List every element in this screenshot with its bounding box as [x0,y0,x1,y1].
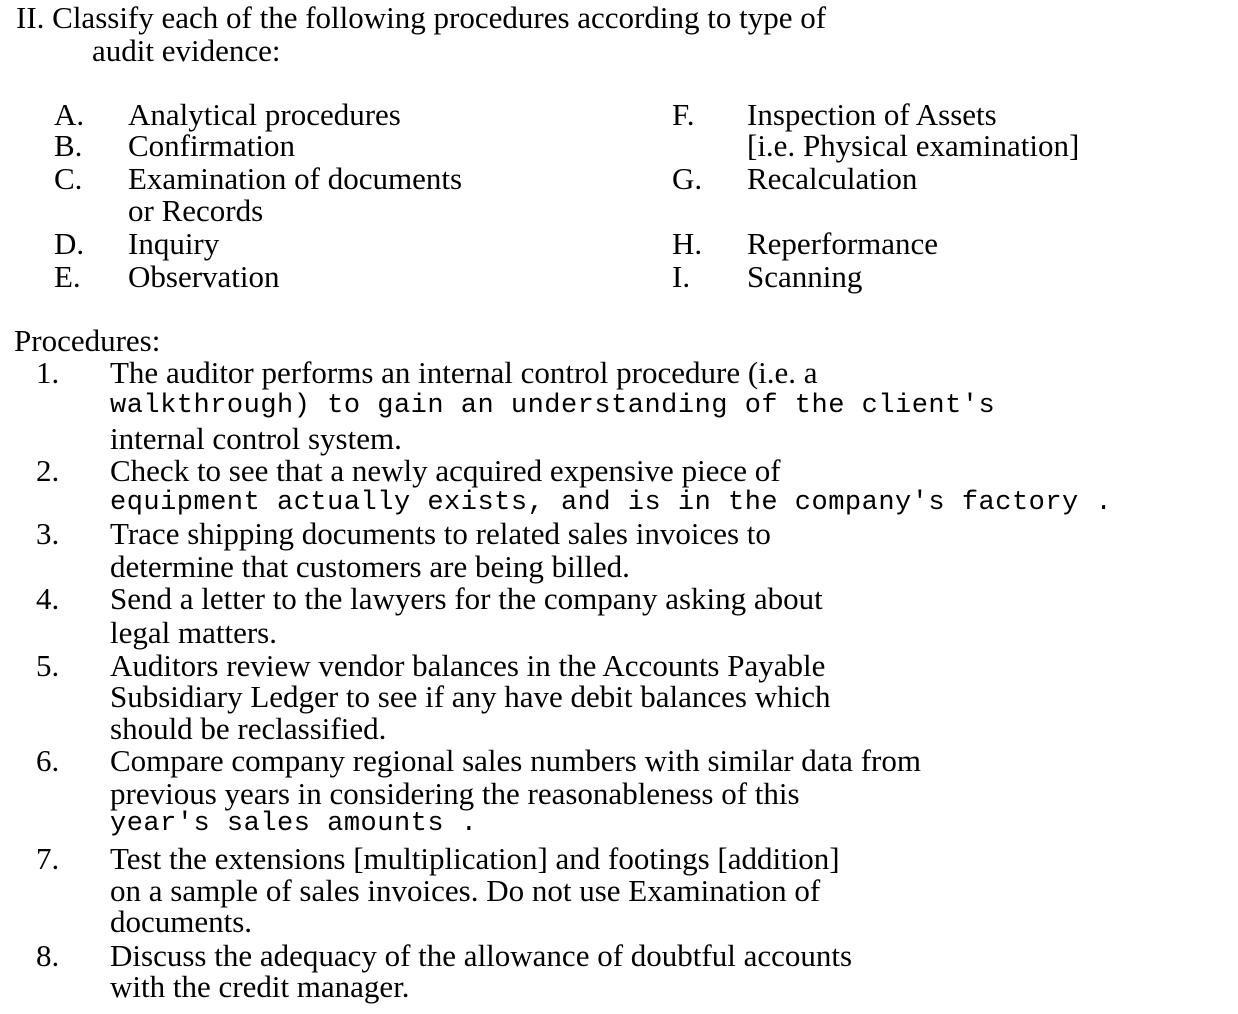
evidence-type-scanning: Scanning [747,259,863,294]
procedure-2-line-2: equipment actually exists, and is in the company's factory . [110,488,1113,518]
evidence-type-inspection-line-1: Inspection of Assets [747,97,997,132]
procedure-number-4: 4. [36,581,60,616]
evidence-letter-b: B. [54,128,83,163]
procedure-6-line-2: previous years in considering the reasonableness of this [110,776,800,811]
procedure-7-line-1: Test the extensions [multiplication] and footings [addition] [110,841,840,876]
evidence-letter-g: G. [672,161,703,196]
procedure-1-line-2: walkthrough) to gain an understanding of the client's [110,391,996,421]
evidence-letter-d: D. [54,226,85,261]
procedures-label: Procedures: [14,323,161,358]
procedure-3-line-2: determine that customers are being billed. [110,549,630,584]
evidence-letter-f: F. [672,97,695,132]
procedure-number-7: 7. [36,841,60,876]
procedure-4-line-1: Send a letter to the lawyers for the company asking about [110,581,823,616]
procedure-8-line-2: with the credit manager. [110,969,410,1004]
procedure-5-line-1: Auditors review vendor balances in the Accounts Payable [110,648,826,683]
evidence-letter-a: A. [54,97,85,132]
procedure-1-line-3: internal control system. [110,421,402,456]
procedure-6-line-1: Compare company regional sales numbers with similar data from [110,743,921,778]
procedure-number-5: 5. [36,648,60,683]
procedure-5-line-3: should be reclassified. [110,711,387,746]
instruction-heading-line-2: audit evidence: [92,33,281,68]
evidence-type-recalculation: Recalculation [747,161,918,196]
evidence-letter-c: C. [54,161,83,196]
procedure-8-line-1: Discuss the adequacy of the allowance of doubtful accounts [110,938,853,973]
procedure-1-line-1: The auditor performs an internal control procedure (i.e. a [110,355,818,390]
procedure-2-line-1: Check to see that a newly acquired expensive piece of [110,453,781,488]
evidence-type-reperformance: Reperformance [747,226,939,261]
instruction-heading-line-1: II. Classify each of the following procedures according to type of [16,0,827,35]
procedure-number-6: 6. [36,743,60,778]
evidence-type-examination-line-2: or Records [128,193,264,228]
procedure-4-line-2: legal matters. [110,615,277,650]
evidence-letter-h: H. [672,226,703,261]
procedure-7-line-2: on a sample of sales invoices. Do not use Examination of [110,873,821,908]
evidence-type-inspection-line-2: [i.e. Physical examination] [747,128,1080,163]
procedure-5-line-2: Subsidiary Ledger to see if any have debit balances which [110,679,831,714]
procedure-number-8: 8. [36,938,60,973]
procedure-number-1: 1. [36,355,60,390]
evidence-type-examination-line-1: Examination of documents [128,161,463,196]
evidence-type-analytical-procedures: Analytical procedures [128,97,401,132]
evidence-type-inquiry: Inquiry [128,226,220,261]
procedure-number-2: 2. [36,453,60,488]
evidence-type-confirmation: Confirmation [128,128,296,163]
evidence-letter-e: E. [54,259,81,294]
evidence-letter-i: I. [672,259,691,294]
procedure-number-3: 3. [36,516,60,551]
evidence-type-observation: Observation [128,259,280,294]
procedure-6-line-3: year's sales amounts . [110,809,478,839]
procedure-7-line-3: documents. [110,904,253,939]
procedure-3-line-1: Trace shipping documents to related sales invoices to [110,516,771,551]
